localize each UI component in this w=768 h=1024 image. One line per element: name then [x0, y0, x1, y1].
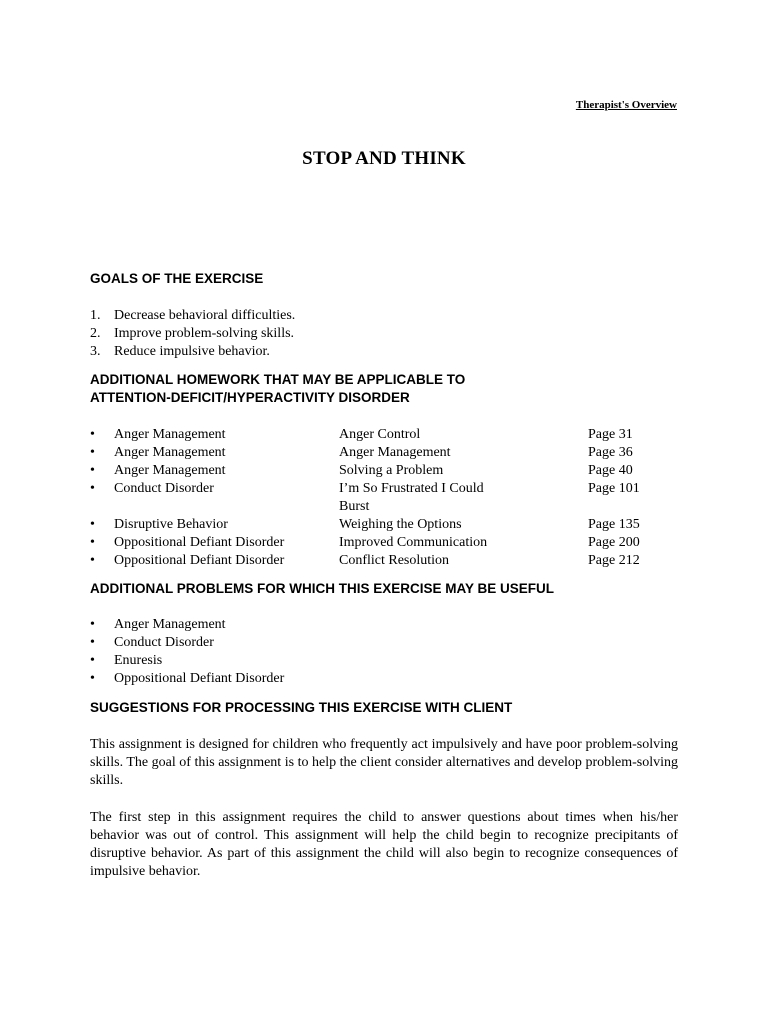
goal-number: 1.	[90, 308, 101, 323]
problem-item	[90, 634, 678, 652]
homework-problem: Oppositional Defiant Disorder	[114, 553, 285, 568]
homework-exercise: Anger Management	[339, 445, 451, 460]
homework-problem: Oppositional Defiant Disorder	[114, 535, 285, 550]
problem-item	[90, 616, 678, 634]
bullet-icon: •	[90, 535, 95, 550]
homework-heading-line-2: ATTENTION-DEFICIT/HYPERACTIVITY DISORDER	[90, 390, 410, 405]
homework-page: Page 36	[588, 445, 633, 460]
homework-problem: Conduct Disorder	[114, 481, 214, 496]
bullet-icon: •	[90, 481, 95, 496]
problem-item	[90, 652, 678, 670]
bullet-icon: •	[90, 517, 95, 532]
homework-page: Page 135	[588, 517, 640, 532]
homework-row	[90, 444, 678, 462]
homework-table	[90, 426, 678, 570]
goal-item	[90, 325, 678, 343]
homework-exercise-cell	[339, 480, 588, 516]
goal-text: Decrease behavioral difficulties.	[114, 308, 296, 323]
problem-text: Oppositional Defiant Disorder	[114, 671, 285, 686]
homework-row	[90, 534, 678, 552]
suggestions-paragraph: This assignment is designed for children who frequently act impulsively and have poor problem-solving skills. The goal of this assignment is to help the client consider alternatives and develop problem-solving skills.	[90, 737, 678, 788]
homework-problem: Anger Management	[114, 445, 226, 460]
homework-exercise: Conflict Resolution	[339, 553, 450, 568]
page-title: STOP AND THINK	[302, 148, 466, 169]
bullet-icon: •	[90, 671, 95, 686]
homework-page: Page 212	[588, 553, 640, 568]
homework-page: Page 101	[588, 481, 640, 496]
bullet-icon: •	[90, 653, 95, 668]
homework-row	[90, 516, 678, 534]
homework-page: Page 31	[588, 427, 633, 442]
homework-row	[90, 480, 678, 516]
homework-row	[90, 426, 678, 444]
homework-exercise: Anger Control	[339, 427, 421, 442]
bullet-icon: •	[90, 463, 95, 478]
bullet-icon: •	[90, 635, 95, 650]
homework-exercise: Weighing the Options	[339, 517, 462, 532]
homework-row	[90, 462, 678, 480]
homework-problem: Anger Management	[114, 427, 226, 442]
suggestions-heading: SUGGESTIONS FOR PROCESSING THIS EXERCISE WITH CLIENT	[90, 700, 513, 715]
homework-heading	[90, 371, 678, 407]
goals-list	[90, 307, 678, 361]
goal-text: Improve problem-solving skills.	[114, 326, 295, 341]
goal-item	[90, 307, 678, 325]
problems-list	[90, 616, 678, 688]
homework-problem: Anger Management	[114, 463, 226, 478]
homework-problem: Disruptive Behavior	[114, 517, 228, 532]
goals-heading: GOALS OF THE EXERCISE	[90, 271, 264, 286]
goal-number: 2.	[90, 326, 101, 341]
homework-page: Page 200	[588, 535, 640, 550]
problem-text: Enuresis	[114, 653, 163, 668]
homework-heading-line-1: ADDITIONAL HOMEWORK THAT MAY BE APPLICABLE TO	[90, 372, 466, 387]
problem-text: Conduct Disorder	[114, 635, 214, 650]
goal-number: 3.	[90, 344, 101, 359]
running-header: Therapist's Overview	[575, 99, 677, 111]
goal-item	[90, 343, 678, 361]
bullet-icon: •	[90, 427, 95, 442]
bullet-icon: •	[90, 617, 95, 632]
suggestions-paragraph: The first step in this assignment requires the child to answer questions about times when his/her behavior was out of control. This assignment will help the child begin to recognize precipitants of disruptive behavior. As part of this assignment the child will also begin to recognize consequences of impulsive behavior.	[90, 810, 678, 879]
homework-exercise: I’m So Frustrated I Could Burst	[339, 481, 484, 514]
homework-exercise: Solving a Problem	[339, 463, 444, 478]
problem-item	[90, 670, 678, 688]
goal-text: Reduce impulsive behavior.	[114, 344, 270, 359]
homework-page: Page 40	[588, 463, 633, 478]
document-body	[90, 270, 678, 881]
problem-text: Anger Management	[114, 617, 226, 632]
bullet-icon: •	[90, 445, 95, 460]
bullet-icon: •	[90, 553, 95, 568]
problems-heading: ADDITIONAL PROBLEMS FOR WHICH THIS EXERCISE MAY BE USEFUL	[90, 581, 555, 596]
homework-exercise: Improved Communication	[339, 535, 488, 550]
homework-row	[90, 552, 678, 570]
